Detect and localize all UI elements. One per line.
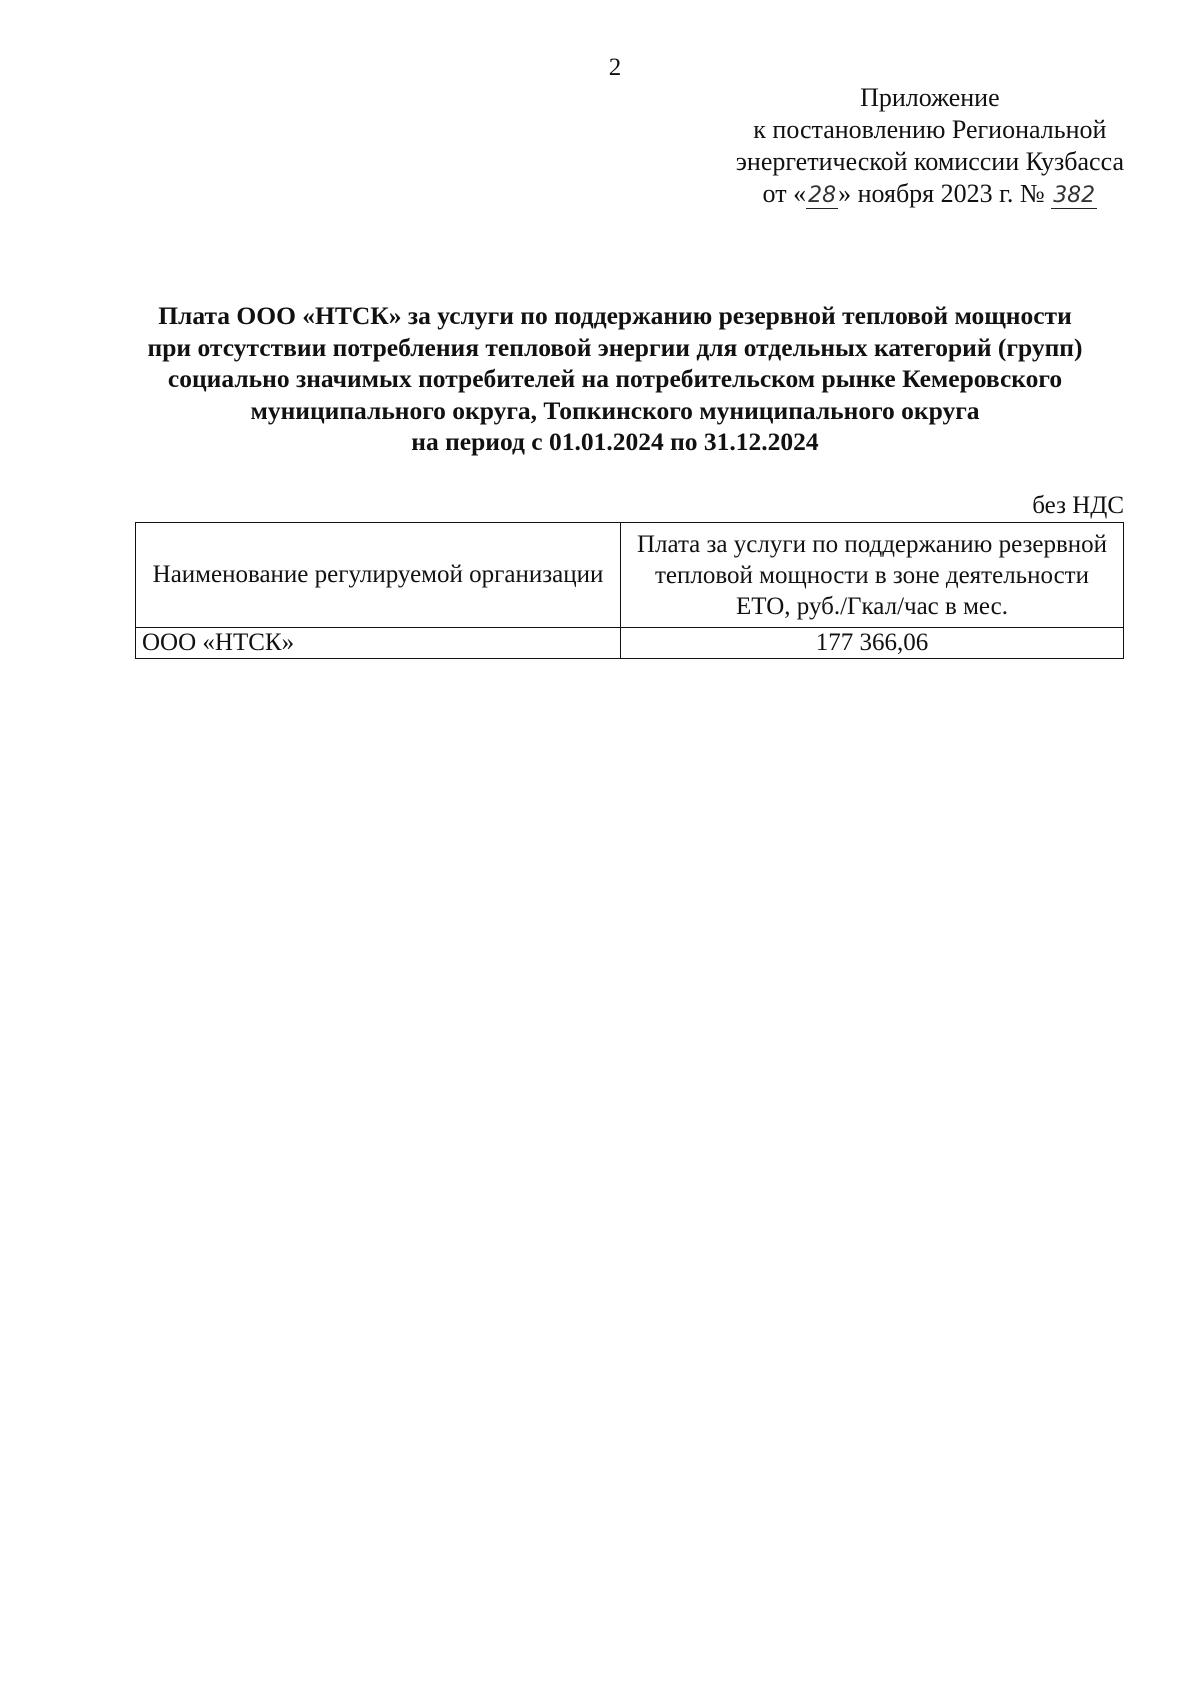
appendix-block xyxy=(736,82,1124,210)
title-line-2: при отсутствии потребления тепловой энергии для отдельных категорий (групп) xyxy=(147,332,1083,362)
date-middle: » ноября 2023 г. № xyxy=(838,179,1045,208)
fee-table xyxy=(135,522,1124,659)
vat-note: без НДС xyxy=(1032,492,1124,519)
date-prefix: от « xyxy=(762,179,807,208)
handwritten-number: 382 xyxy=(1053,183,1096,208)
header-organization: Наименование регулируемой организации xyxy=(136,523,621,628)
cell-fee: 177 366,06 xyxy=(621,628,1124,659)
table-row xyxy=(136,628,1124,659)
appendix-commission: энергетической комиссии Кузбасса xyxy=(735,147,1124,176)
page-number: 2 xyxy=(608,54,622,81)
appendix-title: Приложение xyxy=(860,83,1000,112)
appendix-resolution: к постановлению Региональной xyxy=(753,115,1107,144)
header-fee: Плата за услуги по поддержанию резервной тепловой мощности в зоне деятельности ЕТО, руб./Гкал/час в мес. xyxy=(621,523,1124,628)
title-line-5: на период с 01.01.2024 по 31.12.2024 xyxy=(411,427,819,456)
handwritten-day: 28 xyxy=(808,183,837,208)
cell-organization: ООО «НТСК» xyxy=(136,628,621,659)
title-line-3: социально значимых потребителей на потребительском рынке Кемеровского xyxy=(167,364,1063,393)
table-header-row xyxy=(136,523,1124,628)
document-title xyxy=(100,300,1130,458)
title-line-4: муниципального округа, Топкинского муниципального округа xyxy=(250,395,980,425)
appendix-date-line xyxy=(736,178,1124,210)
title-line-1: Плата ООО «НТСК» за услуги по поддержанию резервной тепловой мощности xyxy=(158,301,1072,330)
